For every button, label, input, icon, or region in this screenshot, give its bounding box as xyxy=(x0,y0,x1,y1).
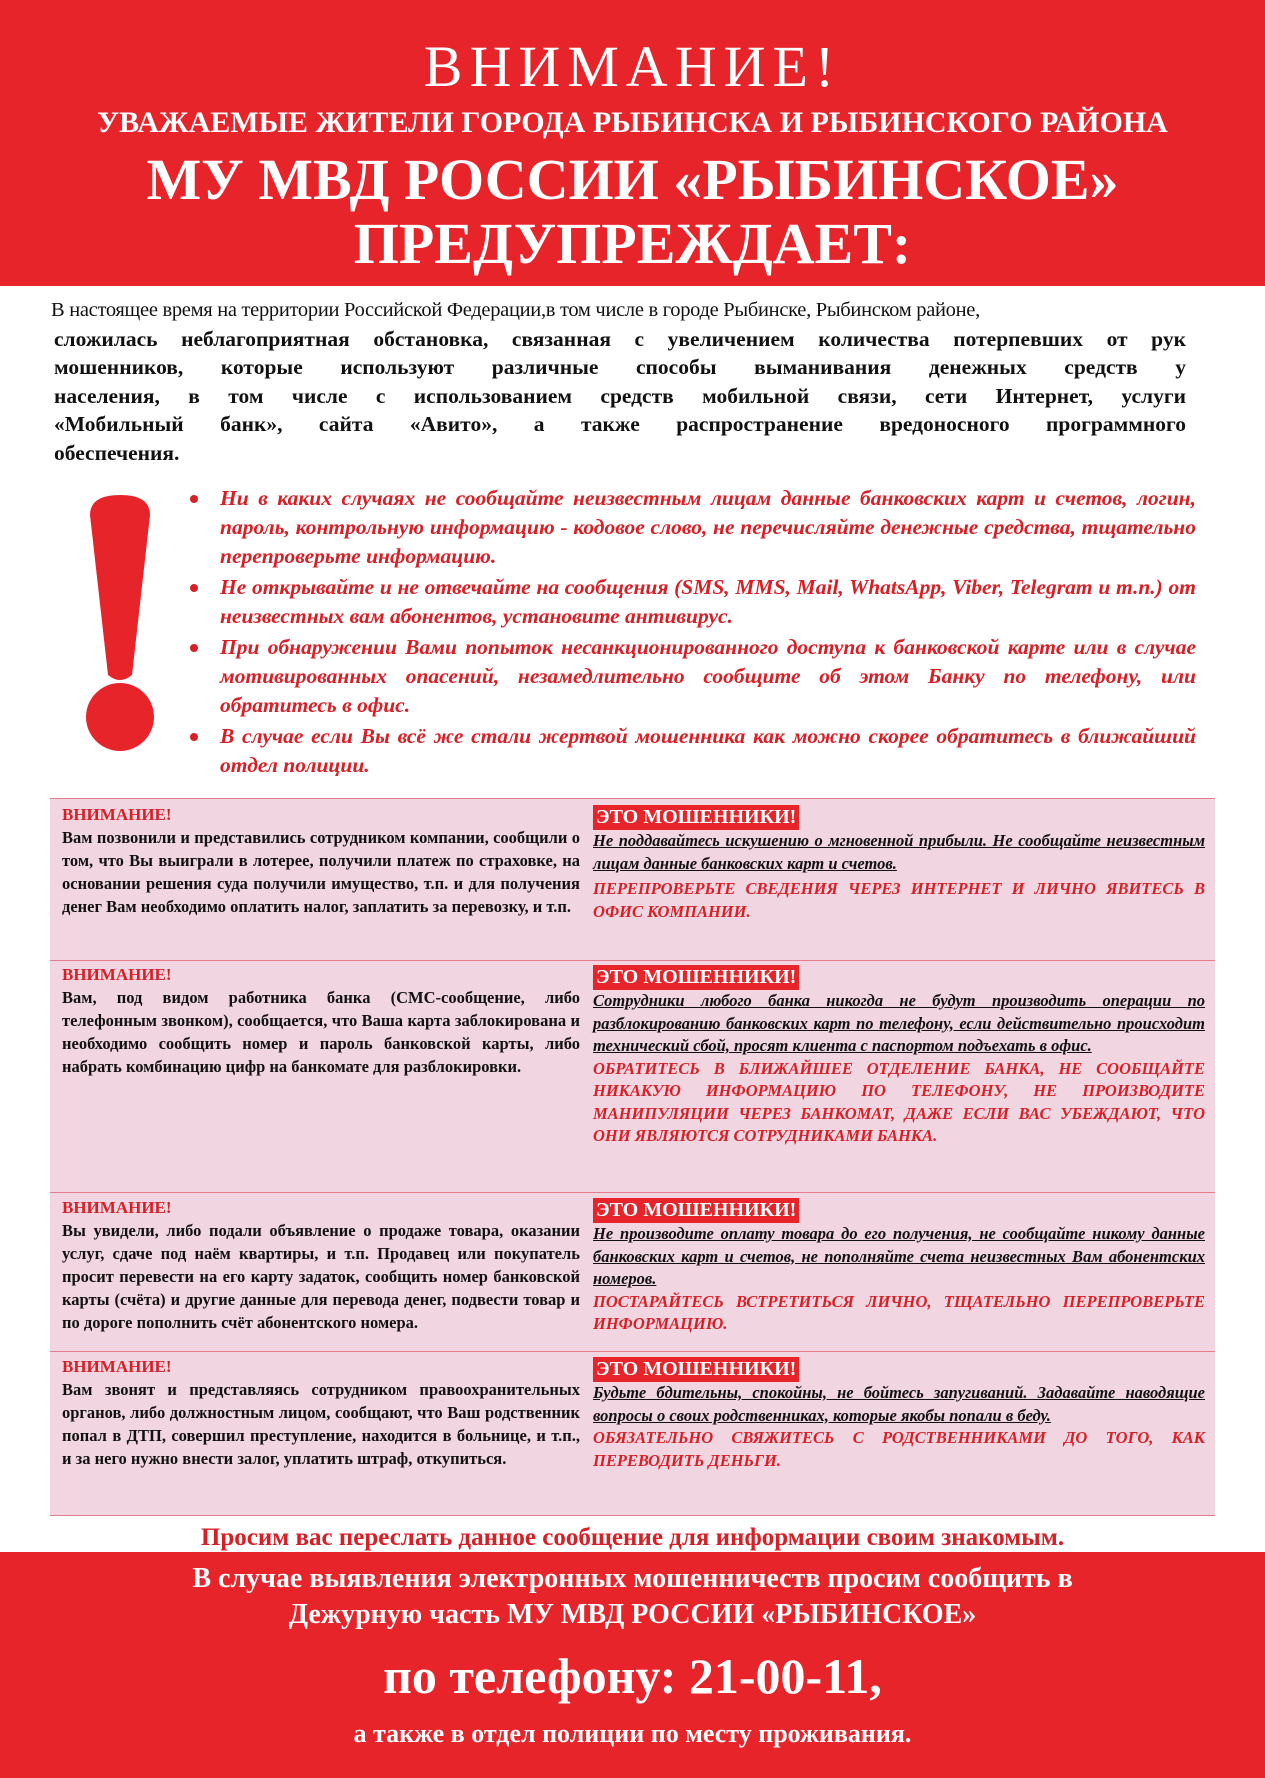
urge-text: ПОСТАРАЙТЕСЬ ВСТРЕТИТЬСЯ ЛИЧНО, ТЩАТЕЛЬНО ПЕРЕПРОВЕРЬТЕ ИНФОРМАЦИЮ. xyxy=(593,1291,1205,1333)
warning-label: ВНИМАНИЕ! xyxy=(62,1198,172,1217)
response-cell xyxy=(593,965,1205,1148)
header-attention: ВНИМАНИЕ! xyxy=(423,34,842,99)
warning-label: ВНИМАНИЕ! xyxy=(62,1357,172,1376)
intro-line: сложилась неблагоприятная обстановка, связанная с увеличением количества потерпевших от рук xyxy=(54,326,1186,351)
advice-item: В случае если Вы всё же стали жертвой мошенника как можно скорее обратитесь в ближайший отдел полиции. xyxy=(186,722,1196,780)
advice-text: Не производите оплату товара до его получения, не сообщайте никому данные банковских карт и счетов, не пополняйте счета неизвестных Вам абонентских номеров. xyxy=(593,1224,1205,1288)
situation-text: Вам звонят и представляясь сотрудником правоохранительных органов, либо должностным лицом, сообщают, что Ваш родственник попал в ДТП, совершил преступление, находится в больнице, и т.п., и за него нужно внести залог, уплатить штраф, откупиться. xyxy=(62,1380,580,1468)
footer-line2: Дежурную часть МУ МВД РОССИИ «РЫБИНСКОЕ» xyxy=(288,1599,977,1630)
situation-cell xyxy=(62,963,580,1078)
advice-item: Ни в каких случаях не сообщайте неизвестным лицам данные банковских карт и счетов, логин, пароль, контрольную информацию - кодовое слово, не перечисляйте денежные средства, тщательно перепроверьте информацию. xyxy=(186,484,1196,571)
warning-label: ВНИМАНИЕ! xyxy=(62,965,172,984)
footer-line3: а также в отдел полиции по месту проживания. xyxy=(353,1719,912,1748)
footer-line1: В случае выявления электронных мошенничеств просим сообщить в xyxy=(192,1563,1073,1594)
urge-text: ОБЯЗАТЕЛЬНО СВЯЖИТЕСЬ С РОДСТВЕННИКАМИ ДО ТОГО, КАК ПЕРЕВОДИТЬ ДЕНЬГИ. xyxy=(593,1428,1205,1470)
situation-text: Вам, под видом работника банка (СМС-сообщение, либо телефонным звонком), сообщается, что Ваша карта заблокирована и необходимо сообщить номер и пароль банковской карты, либо набрать комбинацию цифр на банкомате для разблокировки. xyxy=(62,988,580,1076)
forward-request: Просим вас переслать данное сообщение для информации своим знакомым. xyxy=(200,1524,1065,1551)
fraud-label: ЭТО МОШЕННИКИ! xyxy=(593,1357,799,1382)
urge-text: ПЕРЕПРОВЕРЬТЕ СВЕДЕНИЯ ЧЕРЕЗ ИНТЕРНЕТ И ЛИЧНО ЯВИТЕСЬ В ОФИС КОМПАНИИ. xyxy=(593,879,1205,921)
exclamation-icon xyxy=(80,495,160,755)
table-row xyxy=(50,959,1215,1193)
advice-item: При обнаружении Вами попыток несанкционированного доступа к банковской карте или в случае мотивированных опасений, незамедлительно сообщите об этом Банку по телефону, или обратитесь в офис. xyxy=(186,633,1196,720)
situation-cell xyxy=(62,1196,580,1334)
table-row xyxy=(50,798,1215,961)
header-banner xyxy=(0,0,1265,286)
intro-paragraph xyxy=(51,296,1186,467)
advice-item: Не открывайте и не отвечайте на сообщения (SMS, MMS, Mail, WhatsApp, Viber, Telegram и т.п.) от неизвестных вам абонентов, установите антивирус. xyxy=(186,573,1196,631)
footer-banner xyxy=(0,1552,1265,1778)
situation-text: Вам позвонили и представились сотрудником компании, сообщили о том, что Вы выиграли в лотерее, получили платеж по страховке, на основании решения суда получили имущество, т.п. и для получения денег Вам необходимо оплатить налог, заплатить за перевозку, и т.п. xyxy=(62,828,580,916)
advice-list xyxy=(186,484,1196,782)
advice-text: Не поддавайтесь искушению о мгновенной прибыли. Не сообщайте неизвестным лицам данные банковских карт и счетов. xyxy=(593,831,1205,873)
header-warns: ПРЕДУПРЕЖДАЕТ: xyxy=(353,211,912,276)
fraud-table xyxy=(50,798,1215,1516)
intro-line: «Мобильный банк», сайта «Авито», а также распространение вредоносного программного xyxy=(54,412,1186,436)
footer-phone: по телефону: 21-00-11, xyxy=(383,1648,882,1704)
intro-line: В настоящее время на территории Российской Федерации,в том числе в городе Рыбинске, Рыбинском районе, xyxy=(51,299,980,321)
advice-text: Будьте бдительны, спокойны, не бойтесь запугиваний. Задавайте наводящие вопросы о своих родственниках, которые якобы попали в беду. xyxy=(593,1383,1205,1425)
table-row xyxy=(50,1192,1215,1352)
header-department: МУ МВД РОССИИ «РЫБИНСКОЕ» xyxy=(146,147,1119,212)
situation-text: Вы увидели, либо подали объявление о продаже товара, оказании услуг, сдаче под наём квартиры, и т.п. Продавец или покупатель просит перевести на его карту задаток, сообщить номер банковской карты (счёта) и другие данные для перевода денег, подвести товар и по дороге пополнить счёт абонентского номера. xyxy=(62,1221,580,1332)
intro-line: населения, в том числе с использованием средств мобильной связи, сети Интернет, услуги xyxy=(54,383,1186,408)
situation-cell xyxy=(62,803,580,918)
fraud-label: ЭТО МОШЕННИКИ! xyxy=(593,805,799,830)
table-row xyxy=(50,1351,1215,1516)
bullet-dot-icon xyxy=(190,584,198,592)
advice-text: Сотрудники любого банка никогда не будут производить операции по разблокированию банковских карт по телефону, если действительно происходит технический сбой, просят клиента с паспортом подъехать в офис. xyxy=(593,991,1205,1055)
fraud-label: ЭТО МОШЕННИКИ! xyxy=(593,965,799,990)
urge-text: ОБРАТИТЕСЬ В БЛИЖАЙШЕЕ ОТДЕЛЕНИЕ БАНКА, НЕ СООБЩАЙТЕ НИКАКУЮ ИНФОРМАЦИЮ ПО ТЕЛЕФОНУ, НЕ ПРОИЗВОДИТЕ МАНИПУЛЯЦИИ ЧЕРЕЗ БАНКОМАТ, ДАЖЕ ЕСЛИ ВАС УБЕЖДАЮТ, ЧТО ОНИ ЯВЛЯЮТСЯ СОТРУДНИКАМИ БАНКА. xyxy=(593,1058,1205,1145)
bullet-dot-icon xyxy=(190,495,198,503)
intro-line: мошенников, которые используют различные способы выманивания денежных средств у xyxy=(54,355,1186,379)
header-residents: УВАЖАЕМЫЕ ЖИТЕЛИ ГОРОДА РЫБИНСКА И РЫБИНСКОГО РАЙОНА xyxy=(97,106,1168,139)
response-cell xyxy=(593,1357,1205,1472)
bullet-dot-icon xyxy=(190,644,198,652)
bullet-dot-icon xyxy=(190,733,198,741)
response-cell xyxy=(593,1198,1205,1336)
situation-cell xyxy=(62,1355,580,1470)
warning-label: ВНИМАНИЕ! xyxy=(62,805,172,824)
intro-line: обеспечения. xyxy=(54,440,180,465)
response-cell xyxy=(593,805,1205,923)
fraud-label: ЭТО МОШЕННИКИ! xyxy=(593,1198,799,1223)
